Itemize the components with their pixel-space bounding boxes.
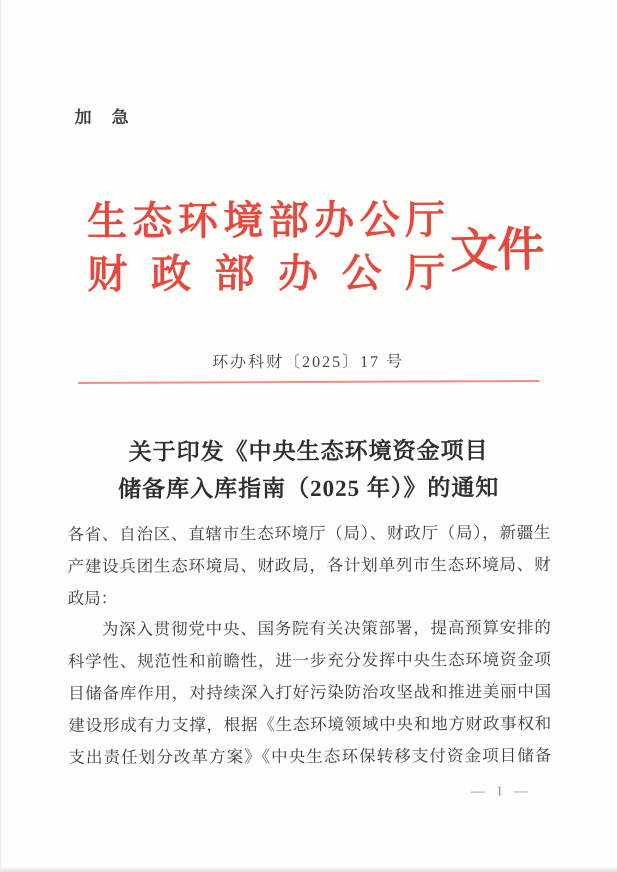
body-paragraph-line: 支出责任划分改革方案》《中央生态环保转移支付资金项目储备 <box>68 745 552 767</box>
letterhead <box>87 193 544 301</box>
addressee-line: 各省、自治区、直辖市生态环境厅（局）、财政厅（局），新疆生 <box>67 522 551 545</box>
scan-edge-bottom <box>0 867 617 872</box>
document-title <box>0 432 617 509</box>
body-paragraph-line: 科学性、规范性和前瞻性，进一步充分发挥中央生态环境资金项 <box>67 650 552 672</box>
addressee-line: 政局： <box>67 588 118 608</box>
document-body <box>67 517 551 773</box>
document-number: 环办科财〔2025〕17 号 <box>212 353 405 372</box>
letterhead-issuer-1: 生态环境部办公厅 <box>86 197 446 244</box>
letterhead-issuer-2: 财政部办公厅 <box>87 250 446 297</box>
body-paragraph-line: 建设形成有力支撑，根据《生态环境领域中央和地方财政事权和 <box>68 713 552 735</box>
addressee-line: 产建设兵团生态环境局、财政局，各计划单列市生态环境局、财 <box>67 554 551 576</box>
title-line-1: 关于印发《中央生态环境资金项目 <box>128 438 489 465</box>
red-divider-line <box>78 380 540 384</box>
letterhead-document-word: 文件 <box>449 223 545 278</box>
body-paragraph-line: 为深入贯彻党中央、国务院有关决策部署，提高预算安排的 <box>101 618 551 640</box>
body-paragraph-line: 目储备库作用，对持续深入打好污染防治攻坚战和推进美丽中国 <box>68 681 552 704</box>
letterhead-issuers <box>87 193 445 301</box>
scan-edge-left <box>0 0 2 872</box>
urgency-label: 加急 <box>74 107 149 128</box>
title-line-2: 储备库入库指南（2025 年）》的通知 <box>118 475 500 502</box>
page-number: — 1 — <box>471 783 532 799</box>
